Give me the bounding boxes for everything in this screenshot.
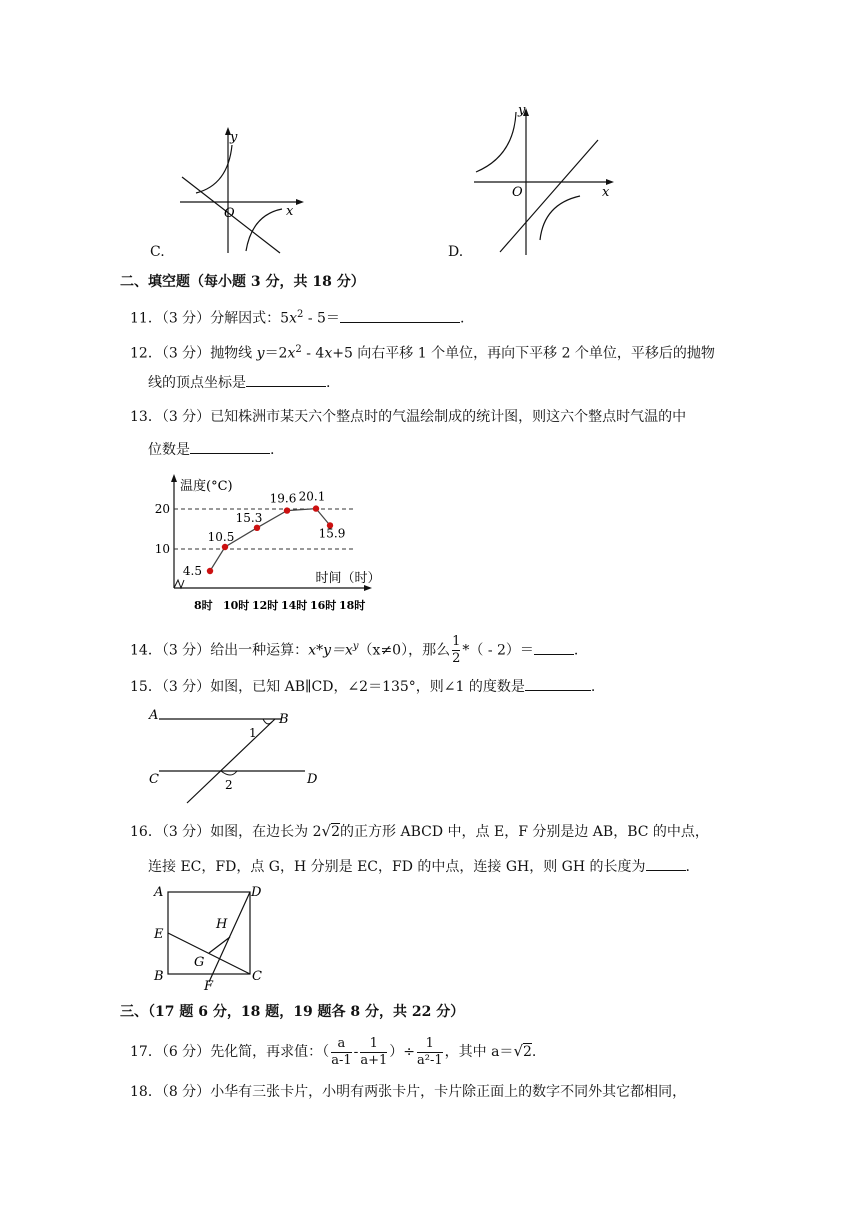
- data-point: [207, 568, 213, 574]
- fraction-numerator: a: [337, 1035, 346, 1051]
- y-label: y: [230, 130, 238, 145]
- fraction-numerator: 1: [369, 1035, 378, 1051]
- question-text: 给出一种运算：: [210, 642, 309, 659]
- question-text: 分解因式：5: [210, 310, 290, 327]
- question-end: .: [590, 679, 596, 695]
- question-score: （3 分）: [161, 310, 211, 327]
- question-text: - 5＝: [303, 310, 340, 327]
- data-label: 10.5: [207, 530, 235, 544]
- option-c-label: C.: [150, 244, 165, 260]
- question-score: （3 分）: [161, 824, 211, 840]
- fraction-denominator: a²-1: [417, 1052, 443, 1068]
- question-end: .: [459, 310, 465, 327]
- point-d: D: [307, 772, 318, 787]
- x-tick-label: 16时: [310, 599, 337, 612]
- x-label: x: [602, 185, 610, 200]
- fraction-numerator: 1: [452, 634, 461, 649]
- x-tick-label: 10时: [223, 599, 250, 612]
- variable: x: [287, 345, 296, 362]
- square-figure: [150, 882, 270, 992]
- question-13: [130, 407, 686, 427]
- question-end: .: [326, 375, 331, 391]
- exponent: y: [352, 640, 359, 652]
- temperature-chart: [154, 470, 390, 615]
- segment-ec: [168, 933, 250, 974]
- point-d: D: [251, 885, 262, 900]
- point-b: B: [154, 969, 164, 984]
- sqrt-radicand: 2: [331, 824, 341, 840]
- x-label: x: [286, 204, 294, 219]
- sqrt-sign: √: [321, 822, 332, 840]
- section-title: 二、填空题（每小题 3 分，共 18 分）: [120, 274, 365, 290]
- point-a: A: [154, 885, 164, 900]
- exponent: 2: [297, 309, 304, 320]
- point-f: F: [204, 979, 214, 994]
- answer-blank[interactable]: [534, 640, 574, 655]
- question-end: .: [531, 1044, 537, 1060]
- question-text: - 4: [301, 345, 325, 362]
- variable: x: [324, 345, 333, 362]
- section-title: 三、（17 题 6 分，18 题，19 题各 8 分，共 22 分）: [120, 1004, 465, 1020]
- fraction-denominator: 2: [452, 651, 461, 666]
- x-axis-arrow: [296, 199, 304, 205]
- chart-xlabel: 时间（时）: [315, 571, 381, 586]
- angle-2-label: 2: [225, 778, 233, 792]
- question-score: （3 分）: [161, 409, 211, 425]
- question-end: .: [573, 642, 579, 659]
- question-text: 先化简，再求值：（: [210, 1044, 330, 1060]
- answer-blank[interactable]: [646, 856, 686, 871]
- fraction: [331, 1036, 351, 1069]
- hyperbola-branch: [476, 112, 516, 172]
- operator: -: [353, 1044, 359, 1060]
- question-number: 13．: [130, 409, 162, 425]
- x-tick-label: 18时: [339, 599, 366, 612]
- fraction: [417, 1036, 443, 1069]
- fraction: [452, 634, 460, 667]
- variable: x: [289, 310, 298, 327]
- question-text: 的正方形 ABCD 中，点 E，F 分别是边 AB，BC 的中点，: [340, 824, 709, 840]
- question-11: [130, 305, 464, 329]
- question-text: 连接 EC，FD，点 G，H 分别是 EC，FD 的中点，连接 GH，则 GH 的长度为: [148, 859, 646, 875]
- data-label: 15.9: [318, 526, 346, 541]
- y-label: y: [518, 103, 526, 118]
- question-score: （3 分）: [161, 642, 211, 659]
- question-text: 小华有三张卡片，小明有两张卡片，卡片除正面上的数字不同外其它都相同，: [210, 1084, 687, 1100]
- x-tick-label: 12时: [252, 599, 279, 612]
- y-tick-label: 20: [154, 502, 170, 516]
- data-point: [284, 507, 290, 513]
- question-16-line2: [148, 856, 690, 877]
- question-text: （x≠0），那么: [358, 642, 451, 659]
- axis-break: [174, 580, 184, 588]
- data-label: 19.6: [269, 491, 297, 506]
- question-text: 如图，在边长为 2: [210, 824, 322, 840]
- chart-ylabel: 温度(°C): [180, 479, 233, 494]
- question-score: （8 分）: [161, 1084, 211, 1100]
- expression: x*y＝x: [308, 642, 353, 659]
- question-14: [130, 634, 578, 667]
- point-a: A: [149, 708, 159, 723]
- fraction-numerator: 1: [425, 1035, 434, 1051]
- parallel-lines-figure: [145, 705, 335, 805]
- question-15: [130, 676, 595, 697]
- data-point: [254, 525, 260, 531]
- answer-blank[interactable]: [340, 308, 460, 323]
- question-text: 位数是: [148, 442, 190, 458]
- question-18: [130, 1082, 686, 1102]
- exponent: 2: [295, 344, 302, 355]
- question-text: ＝2: [264, 345, 288, 362]
- point-c: C: [149, 772, 159, 787]
- question-text: 线的顶点坐标是: [148, 375, 246, 391]
- variable: y: [256, 345, 265, 362]
- answer-blank[interactable]: [525, 676, 591, 691]
- point-g: G: [194, 955, 205, 970]
- question-16: [130, 821, 709, 842]
- segment-gh: [209, 937, 230, 953]
- question-text: 已知株洲市某天六个整点时的气温绘制成的统计图，则这六个整点时气温的中: [210, 409, 687, 425]
- question-text: ，其中 a＝: [444, 1044, 514, 1060]
- question-end: .: [685, 859, 690, 875]
- question-number: 12．: [130, 345, 162, 362]
- point-c: C: [252, 969, 262, 984]
- question-number: 18．: [130, 1084, 162, 1100]
- point-h: H: [216, 917, 228, 932]
- data-point: [222, 544, 228, 550]
- option-d-label: D.: [448, 244, 464, 260]
- hyperbola-branch: [246, 209, 282, 251]
- question-number: 16．: [130, 824, 162, 840]
- data-label: 15.3: [235, 510, 263, 525]
- question-score: （3 分）: [161, 345, 211, 362]
- question-12-line2: [148, 372, 330, 393]
- operator: ）÷: [389, 1044, 415, 1060]
- hyperbola-branch: [196, 145, 232, 193]
- hyperbola-branch: [540, 196, 580, 240]
- question-score: （6 分）: [161, 1044, 211, 1060]
- origin-label: O: [512, 185, 523, 200]
- question-text: 抛物线: [210, 345, 257, 362]
- angle-1-label: 1: [249, 726, 257, 740]
- question-12: [130, 340, 715, 364]
- question-end: .: [270, 442, 275, 458]
- option-d-graph: [470, 100, 620, 260]
- answer-blank[interactable]: [190, 439, 270, 454]
- data-label: 20.1: [298, 489, 326, 504]
- answer-blank[interactable]: [246, 372, 326, 387]
- sqrt-radicand: 2: [523, 1044, 532, 1060]
- origin-label: O: [224, 206, 235, 221]
- square-abcd: [168, 892, 250, 974]
- question-number: 14．: [130, 642, 162, 659]
- question-number: 11．: [130, 310, 162, 327]
- data-label: 4.5: [182, 564, 202, 578]
- chart-y-axis-arrow: [171, 474, 177, 482]
- option-c-graph: [170, 125, 310, 257]
- x-tick-label: 14时: [281, 599, 308, 612]
- data-point: [313, 505, 319, 511]
- y-tick-label: 10: [154, 542, 170, 556]
- angle-1-arc: [263, 719, 272, 724]
- fraction-denominator: a-1: [331, 1052, 352, 1068]
- point-b: B: [279, 712, 289, 727]
- point-e: E: [154, 927, 164, 942]
- fraction-denominator: a+1: [360, 1052, 388, 1068]
- question-text: +5 向右平移 1 个单位，再向下平移 2 个单位，平移后的抛物: [332, 345, 715, 362]
- question-number: 15．: [130, 679, 162, 695]
- question-text: 如图，已知 AB∥CD，∠2＝135°，则∠1 的度数是: [210, 679, 525, 695]
- x-tick-label: 8时: [194, 599, 213, 612]
- question-13-line2: [148, 439, 274, 460]
- question-17: [130, 1034, 536, 1069]
- question-score: （3 分）: [161, 679, 211, 695]
- question-number: 17．: [130, 1044, 162, 1060]
- fraction: [360, 1036, 387, 1069]
- question-text: *（ - 2）＝: [462, 642, 534, 659]
- sqrt-sign: √: [513, 1042, 523, 1060]
